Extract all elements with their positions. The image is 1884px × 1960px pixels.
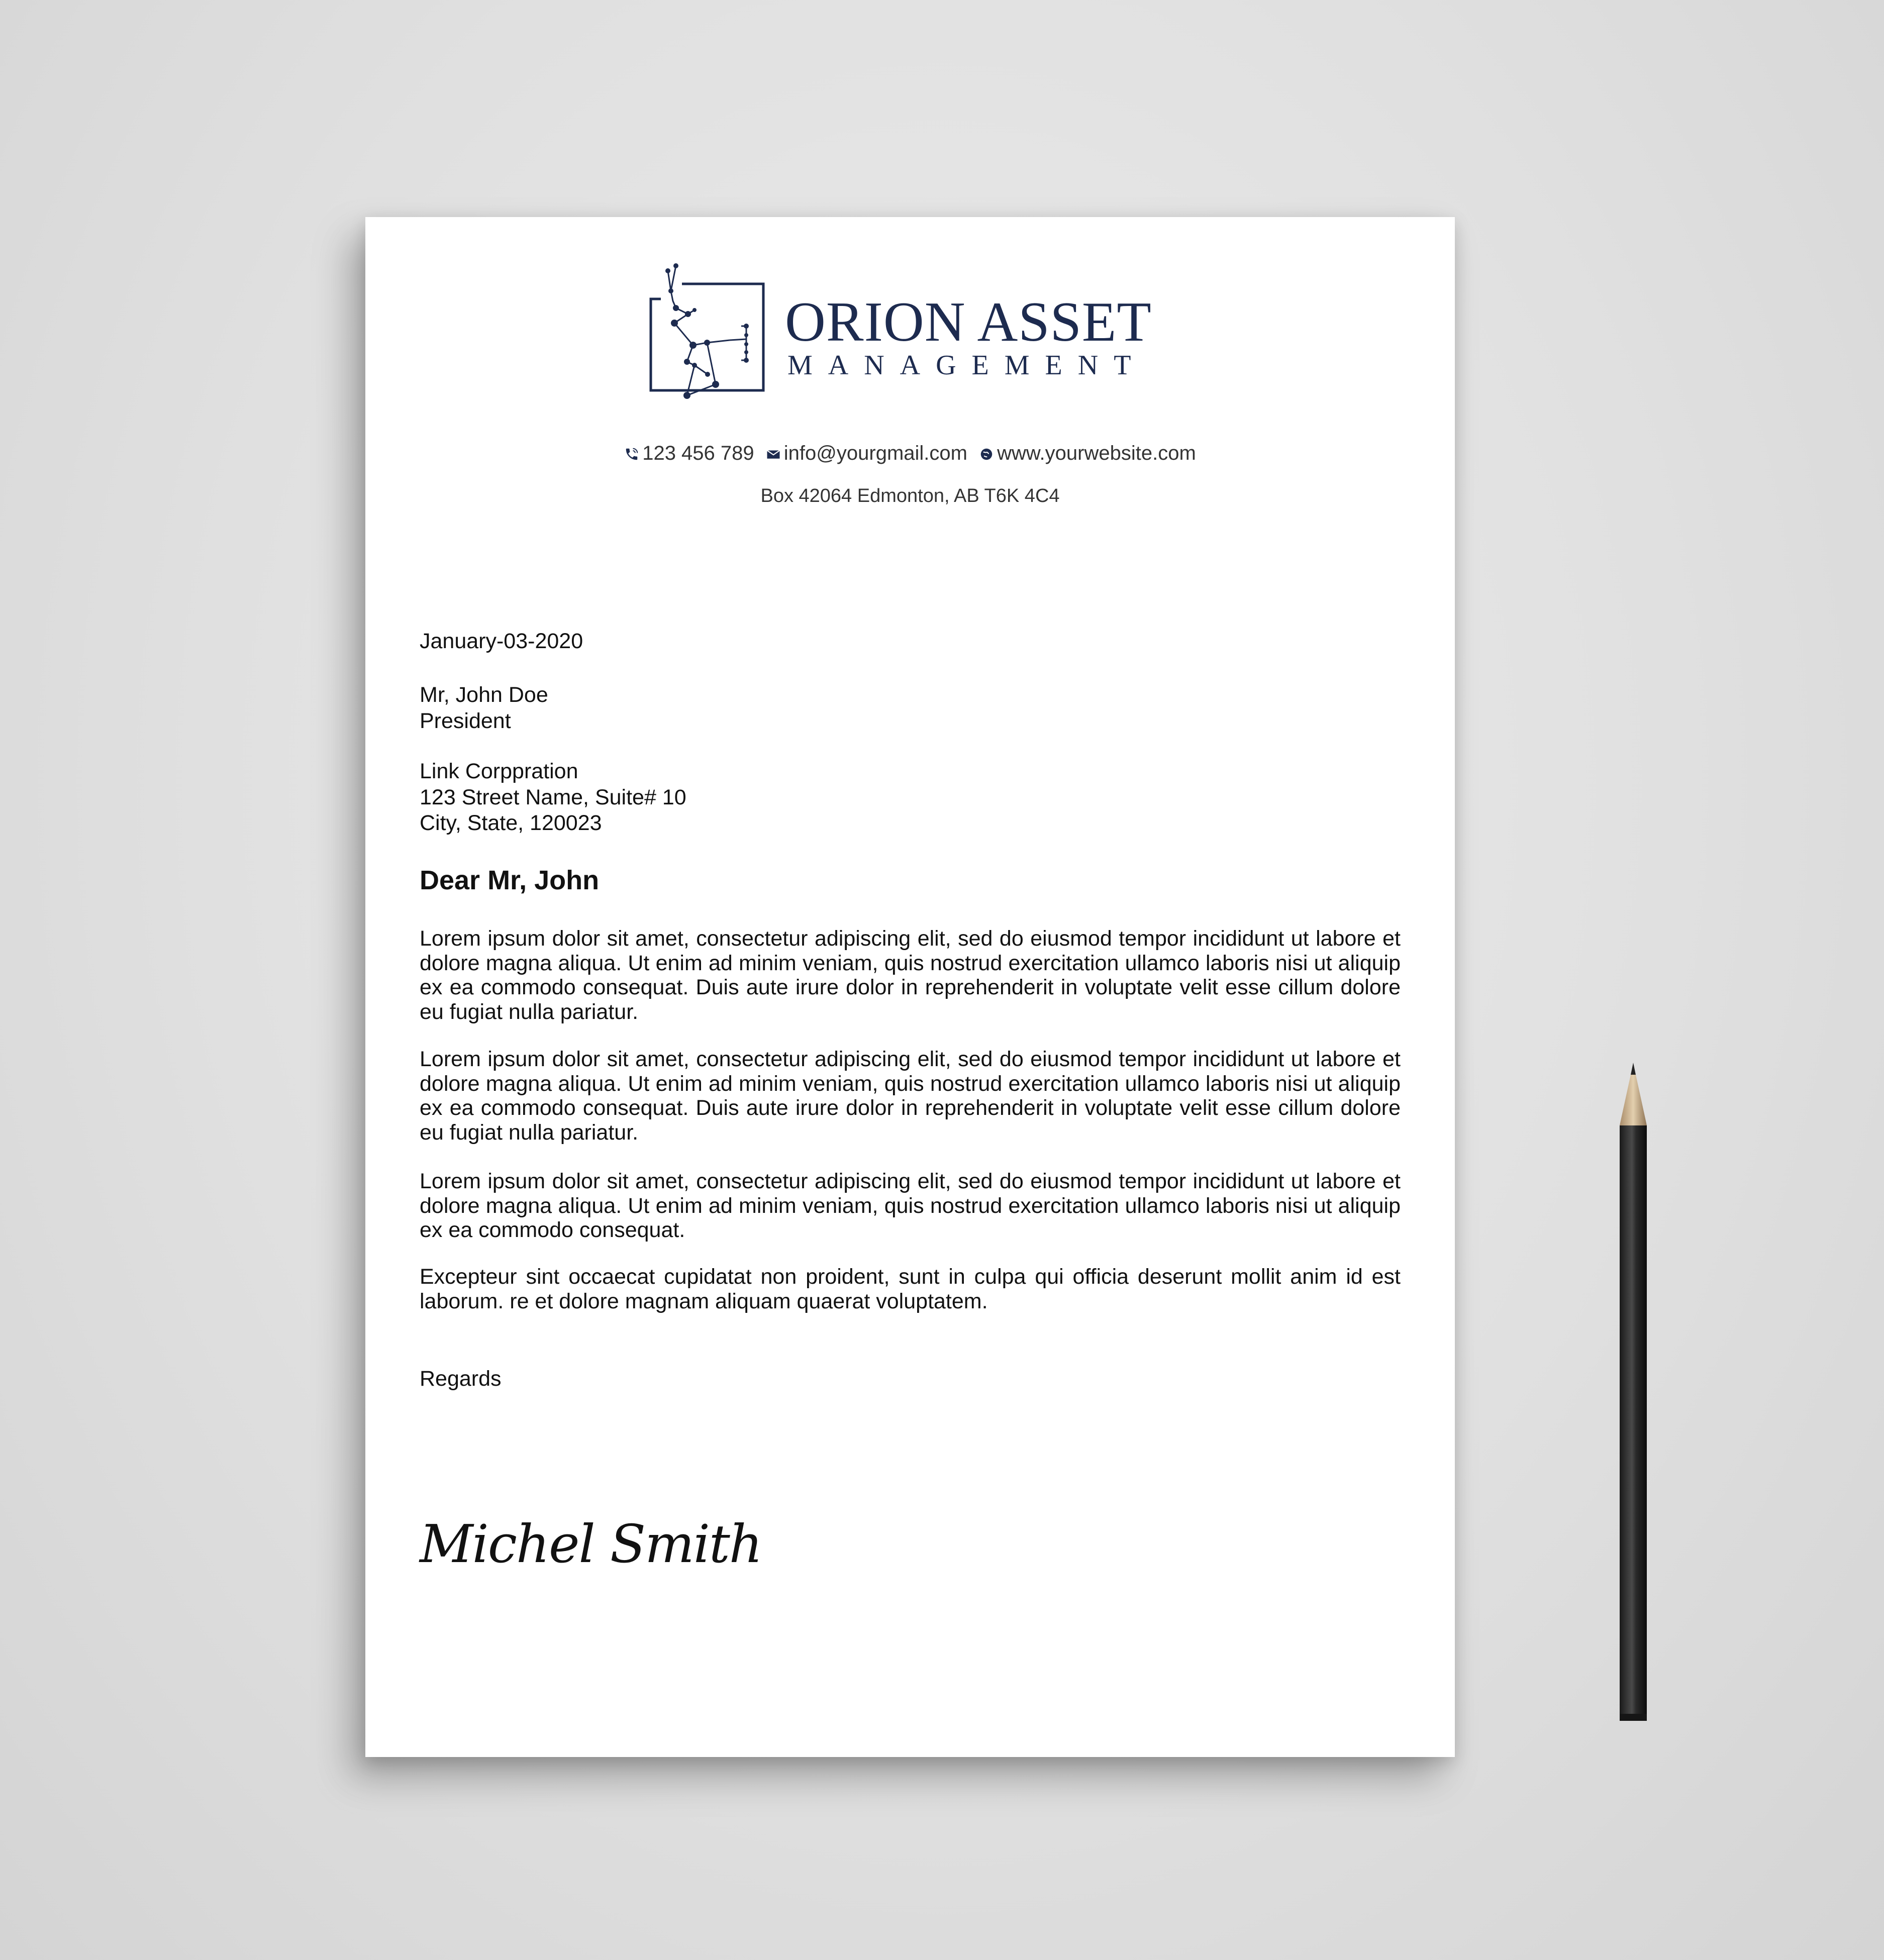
recipient-block [420,682,1401,734]
contact-phone [624,442,754,465]
company-address-block [420,759,1401,837]
letter-page [365,217,1455,1757]
salutation: Dear Mr, John [420,865,600,895]
body-paragraph: Excepteur sint occaecat cupidatat non proident, sunt in culpa qui officia deserunt mollit anim id est laborum. re et dolore magnam aliquam quaerat voluptatem. [420,1265,1401,1313]
recipient-name: Mr, John Doe [420,683,548,707]
globe-icon [979,447,994,462]
body-paragraph: Lorem ipsum dolor sit amet, consectetur adipiscing elit, sed do eiusmod tempor incididunt ut labore et dolore magna aliqua. Ut enim ad minim veniam, quis nostrud exercitation ullamco laboris nisi ut aliquip ex ea commodo consequat. [420,1169,1401,1243]
closing: Regards [420,1367,502,1391]
letter-date: January-03-2020 [420,629,583,653]
phone-text: 123 456 789 [642,442,754,464]
brand-title: ORION ASSET [785,291,1152,353]
company-name: Link Corppration [420,759,578,783]
address-line: Box 42064 Edmonton, AB T6K 4C4 [760,485,1060,506]
company-logo [647,260,1169,405]
phone-icon [624,447,639,462]
body-paragraph: Lorem ipsum dolor sit amet, consectetur adipiscing elit, sed do eiusmod tempor incididunt ut labore et dolore magna aliqua. Ut enim ad minim veniam, quis nostrud exercitation ullamco laboris nisi ut aliquip ex ea commodo consequat. Duis aute irure dolor in reprehenderit in voluptate velit esse cillum dolore eu fugiat nulla pariatur. [420,1047,1401,1145]
body-paragraph: Lorem ipsum dolor sit amet, consectetur adipiscing elit, sed do eiusmod tempor incididunt ut labore et dolore magna aliqua. Ut enim ad minim veniam, quis nostrud exercitation ullamco laboris nisi ut aliquip ex ea commodo consequat. Duis aute irure dolor in reprehenderit in voluptate velit esse cillum dolore eu fugiat nulla pariatur. [420,926,1401,1024]
email-text: info@yourgmail.com [783,442,967,464]
company-city: City, State, 120023 [420,811,602,836]
envelope-icon [766,447,781,462]
contact-website [979,442,1196,465]
contact-line [365,441,1455,465]
signature: Michel Smith [420,1513,762,1575]
company-street: 123 Street Name, Suite# 10 [420,785,686,809]
website-text: www.yourwebsite.com [997,442,1196,464]
contact-email [766,442,967,465]
pencil-icon [1616,1063,1651,1726]
brand-subtitle: MANAGEMENT [787,350,1147,381]
orion-constellation-icon [647,260,767,405]
recipient-title: President [420,708,511,733]
